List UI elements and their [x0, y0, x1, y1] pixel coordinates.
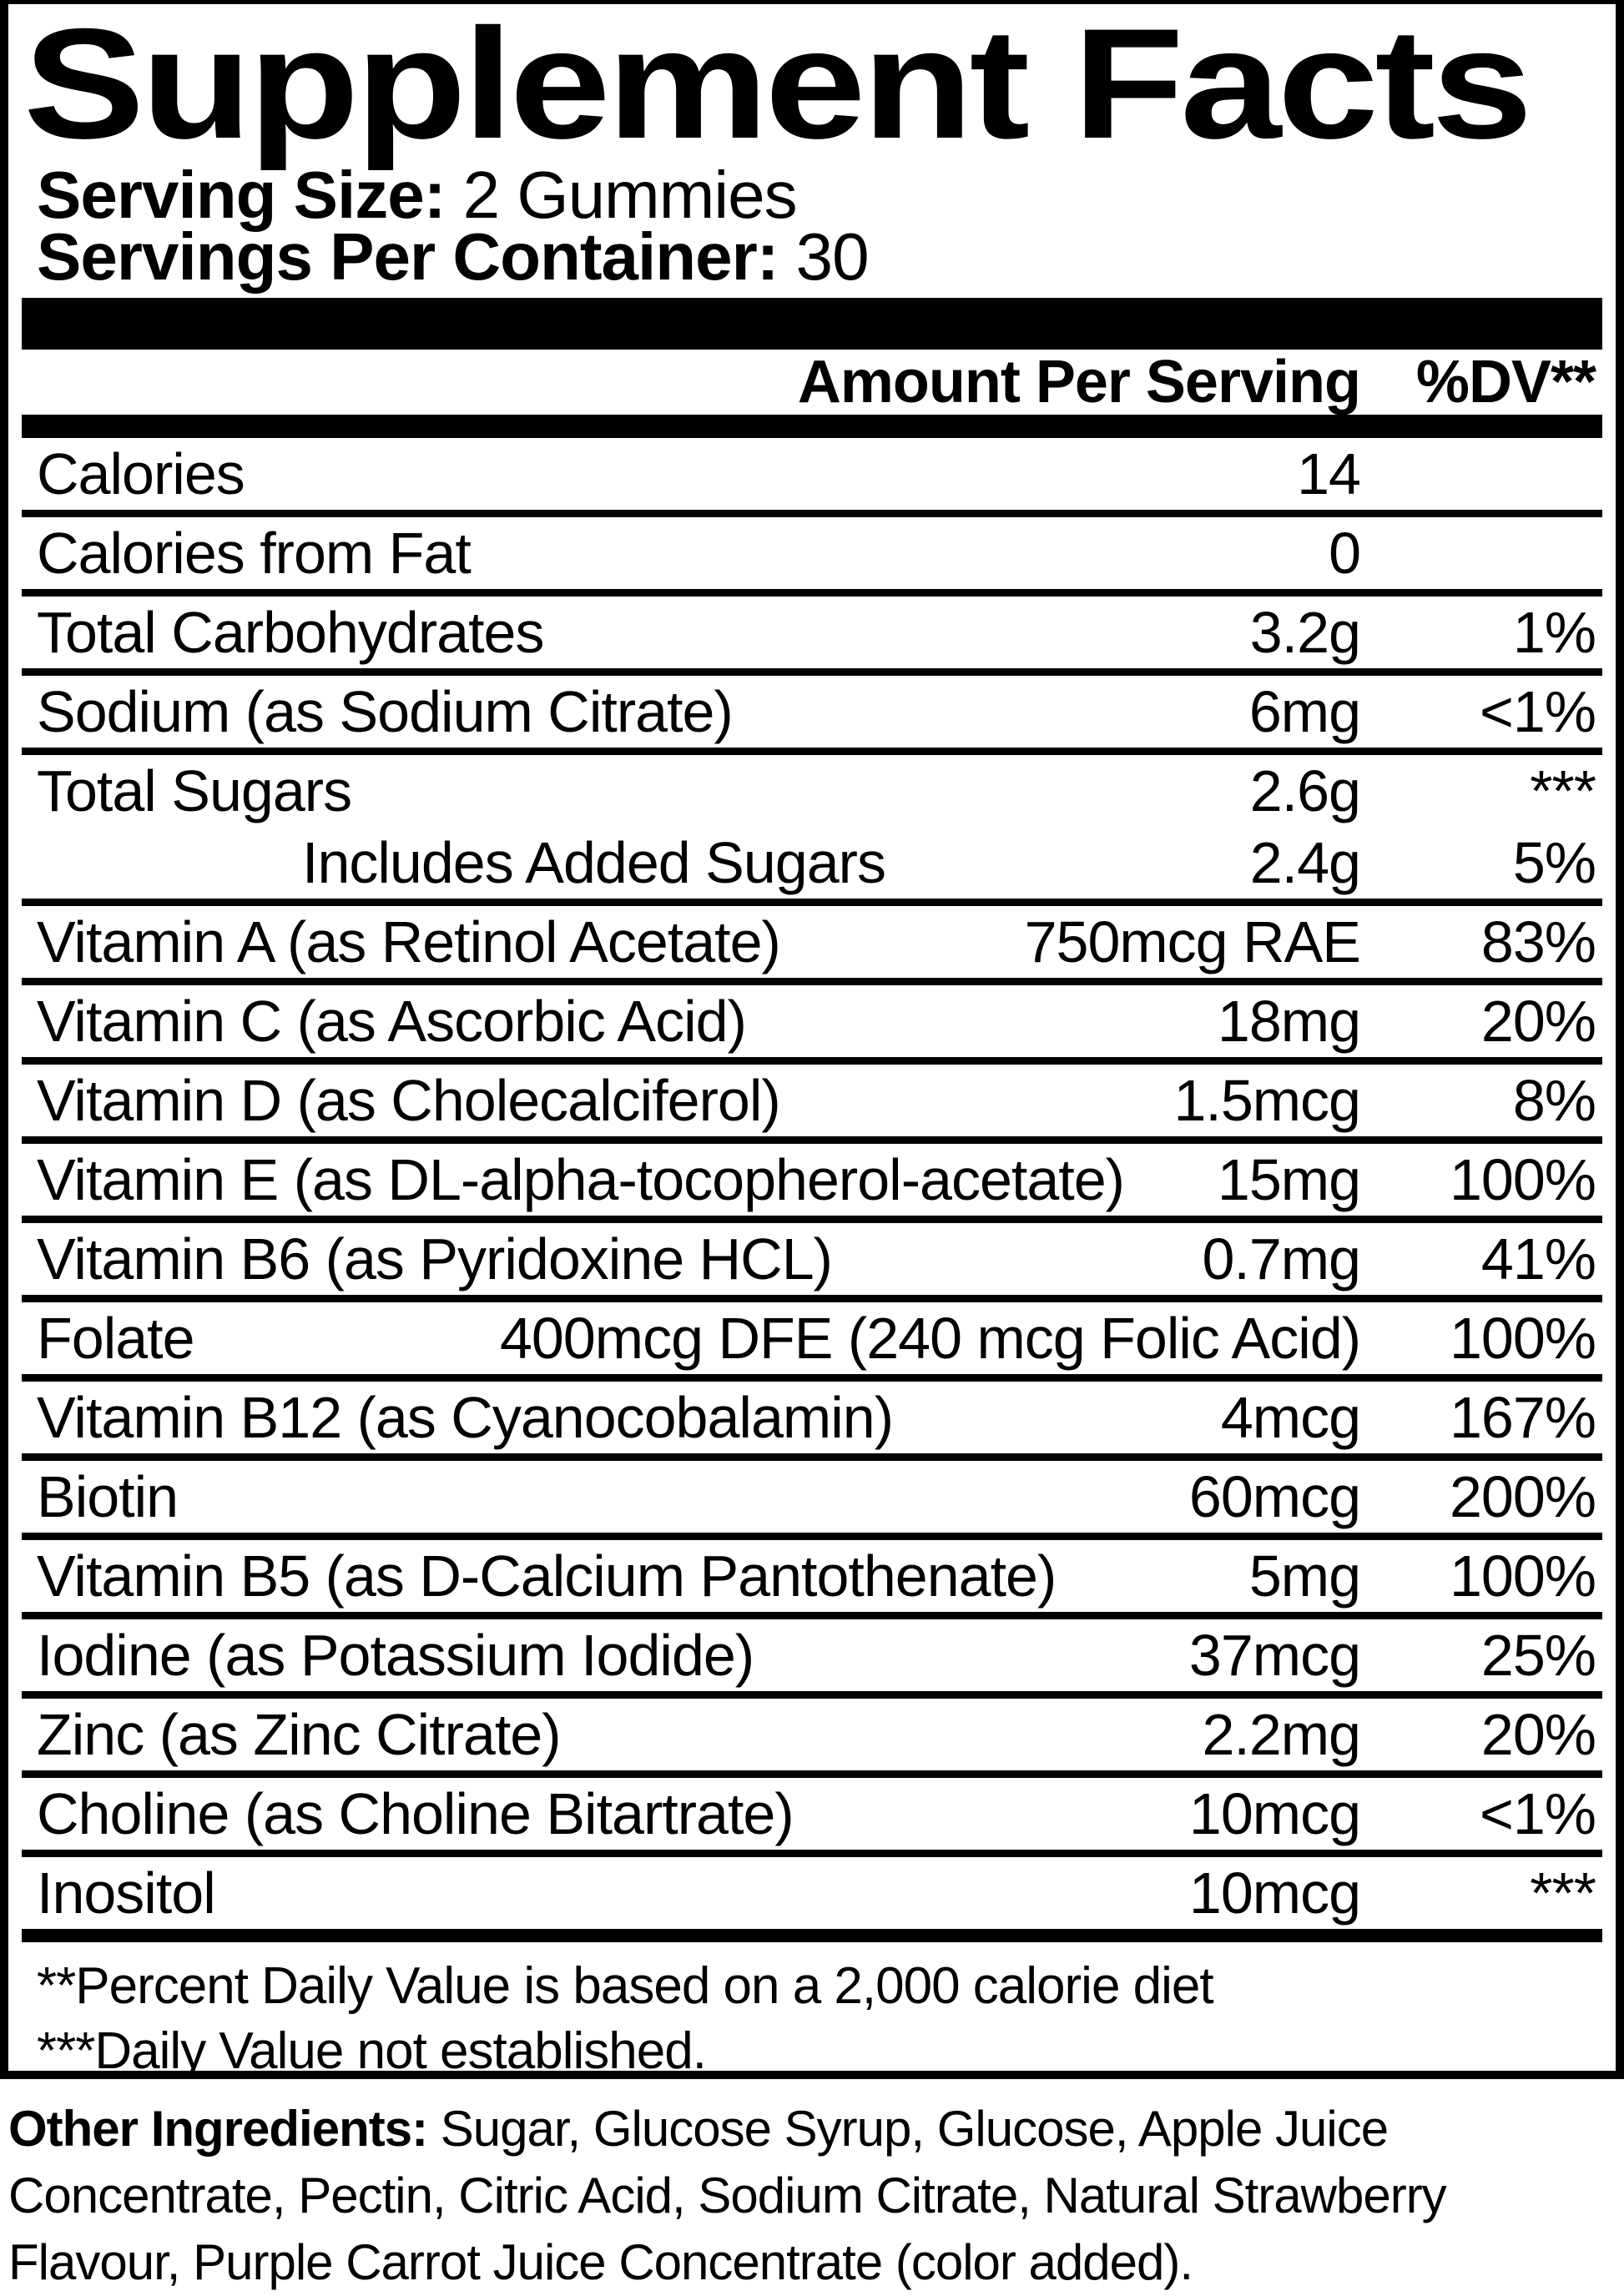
nutrient-amount: 6mg [1248, 679, 1360, 744]
other-ingredients [8, 2096, 1617, 2296]
table-row [22, 985, 1602, 1057]
divider-bar-top [22, 298, 1602, 350]
nutrient-amount: 400mcg DFE (240 mcg Folic Acid) [499, 1306, 1360, 1371]
nutrient-dv: 83% [1480, 909, 1596, 974]
table-row [22, 827, 1602, 899]
nutrient-amount: 18mg [1217, 989, 1360, 1054]
table-row [22, 1223, 1602, 1295]
amount-per-serving-header: Amount Per Serving [797, 349, 1360, 415]
nutrient-amount: 3.2g [1249, 600, 1360, 665]
nutrient-amount: 0.7mg [1202, 1226, 1360, 1292]
nutrient-amount: 0 [1329, 521, 1360, 586]
nutrient-dv: <1% [1479, 679, 1596, 744]
nutrient-amount: 5mg [1248, 1543, 1360, 1609]
row-separator [22, 510, 1602, 517]
servings-per-container-line [37, 219, 1602, 294]
row-separator [22, 1850, 1602, 1857]
row-separator [22, 1057, 1602, 1065]
nutrient-name: Total Carbohydrates [37, 600, 544, 665]
nutrient-name: Sodium (as Sodium Citrate) [37, 679, 733, 744]
panel-title: Supplement Facts [23, 0, 1530, 171]
table-row [22, 1382, 1602, 1453]
nutrient-dv: 167% [1449, 1385, 1596, 1450]
row-separator [22, 748, 1602, 755]
nutrient-amount: 750mcg RAE [1024, 909, 1360, 974]
row-separator [22, 978, 1602, 985]
nutrient-name: Zinc (as Zinc Citrate) [37, 1702, 561, 1767]
row-separator [22, 1295, 1602, 1302]
serving-size-label: Serving Size: [37, 158, 446, 232]
nutrient-dv: 5% [1512, 830, 1596, 895]
other-ingredients-line1-rest: Sugar, Glucose Syrup, Glucose, Apple Juice [427, 2101, 1389, 2157]
row-separator [22, 1216, 1602, 1223]
nutrient-amount: 15mg [1217, 1147, 1360, 1212]
nutrient-name: Vitamin B5 (as D-Calcium Pantothenate) [37, 1543, 1057, 1609]
row-separator [22, 1453, 1602, 1461]
dv-header: %DV** [1415, 349, 1596, 415]
nutrient-name: Calories [37, 441, 245, 506]
nutrient-dv: 100% [1449, 1543, 1596, 1609]
row-separator [22, 899, 1602, 906]
nutrient-name: Folate [37, 1306, 194, 1371]
nutrient-dv: *** [1530, 758, 1596, 823]
table-row [22, 1619, 1602, 1691]
nutrient-dv: 20% [1480, 1702, 1596, 1767]
row-separator [22, 1374, 1602, 1382]
nutrient-name: Vitamin D (as Cholecalciferol) [37, 1068, 780, 1133]
nutrient-dv: 100% [1449, 1147, 1596, 1212]
table-header-row [22, 350, 1602, 415]
nutrient-name: Biotin [37, 1464, 179, 1529]
table-row [22, 517, 1602, 589]
nutrient-amount: 10mcg [1188, 1781, 1360, 1846]
nutrient-dv: 20% [1480, 989, 1596, 1054]
serving-info [37, 158, 1602, 294]
nutrient-dv: 41% [1480, 1226, 1596, 1292]
nutrient-dv: 100% [1449, 1306, 1596, 1371]
nutrient-name: Vitamin E (as DL-alpha-tocopherol-acetate) [37, 1147, 1124, 1212]
row-separator [22, 1533, 1602, 1540]
row-separator [22, 1612, 1602, 1619]
nutrient-dv: 1% [1512, 600, 1596, 665]
nutrient-amount: 14 [1297, 441, 1360, 506]
footnotes [22, 1942, 1602, 2084]
nutrient-amount: 60mcg [1188, 1464, 1360, 1529]
table-row [22, 1065, 1602, 1136]
row-separator [22, 1691, 1602, 1699]
other-ingredients-line1 [8, 2096, 1617, 2163]
other-ingredients-line2: Concentrate, Pectin, Citric Acid, Sodium Citrate, Natural Strawberry [8, 2168, 1446, 2223]
nutrient-dv: 200% [1449, 1464, 1596, 1529]
divider-bar-footnote [22, 1929, 1602, 1942]
table-row [22, 755, 1602, 827]
nutrient-amount: 10mcg [1188, 1860, 1360, 1926]
nutrient-amount: 4mcg [1220, 1385, 1360, 1450]
nutrient-name: Includes Added Sugars [302, 830, 885, 895]
nutrient-name: Inositol [37, 1860, 215, 1926]
servings-per-container-label: Servings Per Container: [37, 219, 779, 294]
nutrient-rows [22, 438, 1602, 1929]
table-row [22, 597, 1602, 668]
nutrient-name: Choline (as Choline Bitartrate) [37, 1781, 794, 1846]
row-separator [22, 1770, 1602, 1778]
row-separator [22, 589, 1602, 597]
table-row [22, 1461, 1602, 1533]
table-row [22, 1699, 1602, 1770]
nutrient-dv: 8% [1512, 1068, 1596, 1133]
row-separator [22, 1136, 1602, 1144]
serving-size-value: 2 Gummies [445, 158, 797, 232]
servings-per-container-value: 30 [778, 219, 869, 294]
footnote-not-established: ***Daily Value not established. [37, 2022, 706, 2080]
table-row [22, 1540, 1602, 1612]
table-row [22, 676, 1602, 748]
table-row [22, 438, 1602, 510]
nutrient-amount: 37mcg [1188, 1623, 1360, 1688]
other-ingredients-line3: Flavour, Purple Carrot Juice Concentrate (color added). [8, 2234, 1193, 2290]
nutrient-amount: 2.4g [1249, 830, 1360, 895]
nutrient-amount: 2.6g [1249, 758, 1360, 823]
table-row [22, 1857, 1602, 1929]
nutrient-name: Vitamin B12 (as Cyanocobalamin) [37, 1385, 894, 1450]
nutrient-amount: 1.5mcg [1173, 1068, 1360, 1133]
other-ingredients-label: Other Ingredients: [8, 2101, 428, 2157]
table-row [22, 906, 1602, 978]
nutrient-name: Vitamin B6 (as Pyridoxine HCL) [37, 1226, 832, 1292]
nutrient-name: Iodine (as Potassium Iodide) [37, 1623, 754, 1688]
table-row [22, 1778, 1602, 1850]
nutrient-dv: 25% [1480, 1623, 1596, 1688]
nutrient-amount: 2.2mg [1202, 1702, 1360, 1767]
nutrient-name: Total Sugars [37, 758, 352, 823]
nutrient-name: Calories from Fat [37, 521, 471, 586]
divider-bar-header [22, 415, 1602, 438]
footnote-daily-value: **Percent Daily Value is based on a 2,000 calorie diet [37, 1957, 1213, 2015]
nutrient-dv: <1% [1479, 1781, 1596, 1846]
table-row [22, 1302, 1602, 1374]
row-separator [22, 668, 1602, 676]
table-row [22, 1144, 1602, 1216]
serving-size-line [37, 158, 1602, 232]
nutrient-name: Vitamin C (as Ascorbic Acid) [37, 989, 746, 1054]
nutrient-dv: *** [1530, 1860, 1596, 1926]
nutrient-name: Vitamin A (as Retinol Acetate) [37, 909, 780, 974]
